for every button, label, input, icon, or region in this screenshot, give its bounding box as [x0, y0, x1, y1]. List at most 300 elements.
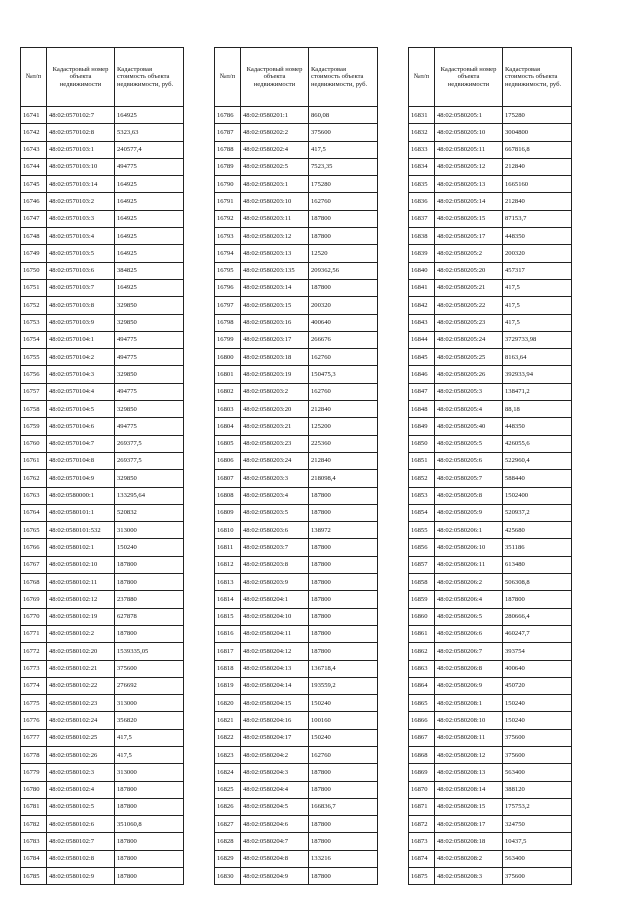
cadastral-number-cell: 48:02:0580205:22 [435, 297, 503, 314]
table-row [409, 574, 572, 591]
cadastral-number-cell: 48:02:0580204:9 [241, 868, 309, 885]
cadastral-cost-cell: 7523,35 [309, 158, 378, 175]
table-row [21, 279, 184, 296]
row-number-cell: 16784 [21, 850, 47, 867]
table-row [215, 695, 378, 712]
cadastral-cost-cell: 667816,8 [503, 141, 572, 158]
row-number-cell: 16804 [215, 418, 241, 435]
table-row [21, 798, 184, 815]
cadastral-number-cell: 48:02:0580203:12 [241, 228, 309, 245]
table-row [21, 539, 184, 556]
cadastral-number-cell: 48:02:0580102:8 [47, 850, 115, 867]
row-number-cell: 16766 [21, 539, 47, 556]
row-number-cell: 16836 [409, 193, 435, 210]
row-number-cell: 16742 [21, 124, 47, 141]
table-row [21, 349, 184, 366]
table-row [21, 746, 184, 763]
cadastral-cost-cell: 218098,4 [309, 470, 378, 487]
table-row [409, 470, 572, 487]
table-row [215, 245, 378, 262]
row-number-cell: 16756 [21, 366, 47, 383]
table-row [215, 574, 378, 591]
row-number-cell: 16791 [215, 193, 241, 210]
row-number-cell: 16794 [215, 245, 241, 262]
table-row [215, 643, 378, 660]
cadastral-number-cell: 48:02:0580205:7 [435, 470, 503, 487]
cadastral-number-cell: 48:02:0580203:24 [241, 452, 309, 469]
cadastral-number-cell: 48:02:0580202:5 [241, 158, 309, 175]
cadastral-cost-cell: 266676 [309, 331, 378, 348]
table-row [21, 833, 184, 850]
row-number-cell: 16857 [409, 556, 435, 573]
cadastral-number-cell: 48:02:0580208:13 [435, 764, 503, 781]
table-row [215, 591, 378, 608]
table-row [215, 677, 378, 694]
cadastral-number-cell: 48:02:0580206:6 [435, 625, 503, 642]
cadastral-cost-cell: 187800 [309, 574, 378, 591]
table-row [215, 124, 378, 141]
row-number-cell: 16750 [21, 262, 47, 279]
cadastral-number-cell: 48:02:0580204:1 [241, 591, 309, 608]
table-body [21, 107, 184, 885]
cadastral-cost-cell: 313000 [115, 695, 184, 712]
cadastral-cost-cell: 187800 [309, 608, 378, 625]
table-row [409, 262, 572, 279]
table-row [409, 695, 572, 712]
table-row [215, 833, 378, 850]
row-number-cell: 16793 [215, 228, 241, 245]
cadastral-cost-cell: 417,5 [115, 746, 184, 763]
row-number-cell: 16807 [215, 470, 241, 487]
cadastral-cost-cell: 138972 [309, 522, 378, 539]
cadastral-cost-cell: 522960,4 [503, 452, 572, 469]
table-row [409, 452, 572, 469]
cadastral-cost-cell: 187800 [115, 574, 184, 591]
row-number-cell: 16822 [215, 729, 241, 746]
table-row [215, 279, 378, 296]
cadastral-number-cell: 48:02:0580102:20 [47, 643, 115, 660]
cadastral-number-cell: 48:02:0580102:2 [47, 625, 115, 642]
table-row [409, 279, 572, 296]
row-number-cell: 16768 [21, 574, 47, 591]
cadastral-number-cell: 48:02:0580203:14 [241, 279, 309, 296]
table-row [21, 331, 184, 348]
cadastral-number-cell: 48:02:0580208:14 [435, 781, 503, 798]
cadastral-cost-cell: 375600 [309, 124, 378, 141]
cadastral-number-cell: 48:02:0580205:11 [435, 141, 503, 158]
cadastral-number-cell: 48:02:0580205:9 [435, 504, 503, 521]
table-body [215, 107, 378, 885]
cadastral-cost-cell: 164925 [115, 245, 184, 262]
row-number-cell: 16843 [409, 314, 435, 331]
row-number-cell: 16777 [21, 729, 47, 746]
row-number-cell: 16762 [21, 470, 47, 487]
cadastral-cost-cell: 5323,63 [115, 124, 184, 141]
cadastral-cost-cell: 1502400 [503, 487, 572, 504]
row-number-cell: 16866 [409, 712, 435, 729]
cadastral-number-cell: 48:02:0570104:1 [47, 331, 115, 348]
table-row [21, 245, 184, 262]
cadastral-number-cell: 48:02:0580204:6 [241, 816, 309, 833]
row-number-cell: 16797 [215, 297, 241, 314]
table-row [409, 608, 572, 625]
cadastral-cost-cell: 400640 [503, 660, 572, 677]
row-number-cell: 16787 [215, 124, 241, 141]
table-row [215, 314, 378, 331]
table-row [21, 643, 184, 660]
cadastral-number-cell: 48:02:0580203:135 [241, 262, 309, 279]
row-number-cell: 16823 [215, 746, 241, 763]
row-number-cell: 16842 [409, 297, 435, 314]
cadastral-cost-cell: 393754 [503, 643, 572, 660]
cadastral-number-cell: 48:02:0580203:13 [241, 245, 309, 262]
cadastral-cost-cell: 426055,6 [503, 435, 572, 452]
row-number-cell: 16863 [409, 660, 435, 677]
table-row [409, 591, 572, 608]
cadastral-number-cell: 48:02:0580205:14 [435, 193, 503, 210]
cadastral-number-cell: 48:02:0580203:15 [241, 297, 309, 314]
row-number-cell: 16814 [215, 591, 241, 608]
table-row [215, 452, 378, 469]
cadastral-cost-cell: 187800 [309, 833, 378, 850]
row-number-cell: 16760 [21, 435, 47, 452]
cadastral-number-cell: 48:02:0580206:2 [435, 574, 503, 591]
cadastral-number-cell: 48:02:0580203:17 [241, 331, 309, 348]
row-number-cell: 16781 [21, 798, 47, 815]
cadastral-number-cell: 48:02:0580101:1 [47, 504, 115, 521]
cadastral-cost-cell: 240577,4 [115, 141, 184, 158]
cadastral-cost-cell: 187800 [309, 868, 378, 885]
cadastral-cost-cell: 187800 [115, 868, 184, 885]
cadastral-cost-cell: 209362,56 [309, 262, 378, 279]
cadastral-cost-cell: 276692 [115, 677, 184, 694]
cadastral-cost-cell: 1539335,05 [115, 643, 184, 660]
cadastral-number-cell: 48:02:0580202:2 [241, 124, 309, 141]
cadastral-cost-cell: 175280 [503, 107, 572, 124]
cadastral-cost-cell: 175753,2 [503, 798, 572, 815]
cadastral-cost-cell: 187800 [115, 798, 184, 815]
cadastral-cost-cell: 375600 [503, 868, 572, 885]
cadastral-number-cell: 48:02:0580204:2 [241, 746, 309, 763]
cadastral-cost-cell: 187800 [309, 781, 378, 798]
cadastral-cost-cell: 494775 [115, 158, 184, 175]
cadastral-number-cell: 48:02:0580206:9 [435, 677, 503, 694]
cadastral-cost-cell: 187800 [309, 643, 378, 660]
table-row [21, 574, 184, 591]
row-number-cell: 16806 [215, 452, 241, 469]
cadastral-number-cell: 48:02:0580206:10 [435, 539, 503, 556]
cadastral-number-cell: 48:02:0580208:18 [435, 833, 503, 850]
cadastral-number-cell: 48:02:0580208:10 [435, 712, 503, 729]
row-number-cell: 16741 [21, 107, 47, 124]
cadastral-number-cell: 48:02:0580102:5 [47, 798, 115, 815]
cadastral-cost-cell: 187800 [309, 504, 378, 521]
cadastral-cost-cell: 87153,7 [503, 210, 572, 227]
table-body [409, 107, 572, 885]
cadastral-number-cell: 48:02:0580203:3 [241, 470, 309, 487]
cadastral-number-cell: 48:02:0580204:11 [241, 625, 309, 642]
table-row [409, 176, 572, 193]
cadastral-cost-cell: 150240 [115, 539, 184, 556]
cadastral-number-cell: 48:02:0580203:6 [241, 522, 309, 539]
table-row [409, 660, 572, 677]
table-row [409, 366, 572, 383]
table-row [21, 107, 184, 124]
cadastral-number-cell: 48:02:0570104:3 [47, 366, 115, 383]
cadastral-number-cell: 48:02:0580206:7 [435, 643, 503, 660]
table-row [215, 868, 378, 885]
cadastral-cost-cell: 506308,8 [503, 574, 572, 591]
row-number-cell: 16860 [409, 608, 435, 625]
cadastral-number-cell: 48:02:0580102:19 [47, 608, 115, 625]
row-number-cell: 16855 [409, 522, 435, 539]
table-row [21, 193, 184, 210]
cadastral-cost-cell: 269377,5 [115, 435, 184, 452]
cadastral-number-cell: 48:02:0580102:26 [47, 746, 115, 763]
row-number-cell: 16841 [409, 279, 435, 296]
table-row [215, 625, 378, 642]
row-number-cell: 16828 [215, 833, 241, 850]
table-row [215, 383, 378, 400]
table-row [21, 850, 184, 867]
row-number-cell: 16847 [409, 383, 435, 400]
cadastral-number-cell: 48:02:0580203:23 [241, 435, 309, 452]
row-number-cell: 16780 [21, 781, 47, 798]
table-row [21, 418, 184, 435]
cadastral-number-cell: 48:02:0580206:11 [435, 556, 503, 573]
cadastral-cost-cell: 860,08 [309, 107, 378, 124]
row-number-cell: 16810 [215, 522, 241, 539]
cadastral-number-cell: 48:02:0580208:15 [435, 798, 503, 815]
row-number-cell: 16870 [409, 781, 435, 798]
cadastral-number-cell: 48:02:0580205:1 [435, 107, 503, 124]
table-row [409, 868, 572, 885]
cadastral-cost-cell: 417,5 [503, 279, 572, 296]
cadastral-number-cell: 48:02:0580204:13 [241, 660, 309, 677]
table-row [21, 764, 184, 781]
row-number-cell: 16854 [409, 504, 435, 521]
cadastral-number-cell: 48:02:0580204:3 [241, 764, 309, 781]
row-number-cell: 16867 [409, 729, 435, 746]
table-row [215, 193, 378, 210]
table-row [21, 677, 184, 694]
cadastral-number-cell: 48:02:0580102:3 [47, 764, 115, 781]
row-number-cell: 16767 [21, 556, 47, 573]
cadastral-number-cell: 48:02:0580000:1 [47, 487, 115, 504]
cadastral-cost-cell: 166836,7 [309, 798, 378, 815]
row-number-cell: 16819 [215, 677, 241, 694]
cadastral-number-cell: 48:02:0580205:4 [435, 401, 503, 418]
table-row [215, 297, 378, 314]
cadastral-number-cell: 48:02:0580205:21 [435, 279, 503, 296]
cadastral-number-cell: 48:02:0580204:8 [241, 850, 309, 867]
cadastral-cost-cell: 187800 [309, 487, 378, 504]
row-number-cell: 16858 [409, 574, 435, 591]
cadastral-cost-cell: 12520 [309, 245, 378, 262]
cadastral-cost-cell: 187800 [115, 850, 184, 867]
header-cadastral-number: Кадастровый номер объекта недвижимости [435, 48, 503, 107]
cadastral-cost-cell: 417,5 [503, 297, 572, 314]
cadastral-cost-cell: 212840 [503, 193, 572, 210]
table-row [215, 781, 378, 798]
table-row [215, 435, 378, 452]
cadastral-cost-cell: 494775 [115, 418, 184, 435]
header-row-number: №п/п [409, 48, 435, 107]
table-row [409, 712, 572, 729]
row-number-cell: 16770 [21, 608, 47, 625]
cadastral-number-cell: 48:02:0570103:6 [47, 262, 115, 279]
row-number-cell: 16772 [21, 643, 47, 660]
row-number-cell: 16872 [409, 816, 435, 833]
cadastral-number-cell: 48:02:0570103:8 [47, 297, 115, 314]
cadastral-number-cell: 48:02:0580204:15 [241, 695, 309, 712]
row-number-cell: 16825 [215, 781, 241, 798]
table-row [409, 228, 572, 245]
cadastral-number-cell: 48:02:0570103:5 [47, 245, 115, 262]
cadastral-number-cell: 48:02:0570102:8 [47, 124, 115, 141]
cadastral-cost-cell: 313000 [115, 522, 184, 539]
table-row [215, 158, 378, 175]
cadastral-number-cell: 48:02:0580203:8 [241, 556, 309, 573]
table-row [21, 816, 184, 833]
row-number-cell: 16861 [409, 625, 435, 642]
cadastral-number-cell: 48:02:0580203:7 [241, 539, 309, 556]
row-number-cell: 16746 [21, 193, 47, 210]
cadastral-cost-cell: 392933,94 [503, 366, 572, 383]
table-row [409, 107, 572, 124]
cadastral-cost-cell: 563400 [503, 850, 572, 867]
cadastral-cost-cell: 375600 [115, 660, 184, 677]
row-number-cell: 16790 [215, 176, 241, 193]
table-row [21, 452, 184, 469]
cadastral-cost-cell: 384825 [115, 262, 184, 279]
row-number-cell: 16832 [409, 124, 435, 141]
cadastral-number-cell: 48:02:0580206:5 [435, 608, 503, 625]
table-row [21, 435, 184, 452]
cadastral-cost-cell: 164925 [115, 107, 184, 124]
row-number-cell: 16757 [21, 383, 47, 400]
table-row [21, 591, 184, 608]
cadastral-number-cell: 48:02:0580204:14 [241, 677, 309, 694]
header-cadastral-number: Кадастровый номер объекта недвижимости [241, 48, 309, 107]
cadastral-cost-cell: 329850 [115, 297, 184, 314]
cadastral-cost-cell: 150240 [309, 729, 378, 746]
cadastral-cost-cell: 187800 [309, 764, 378, 781]
row-number-cell: 16769 [21, 591, 47, 608]
table-row [21, 487, 184, 504]
cadastral-cost-cell: 329850 [115, 401, 184, 418]
cadastral-number-cell: 48:02:0580203:5 [241, 504, 309, 521]
cadastral-cost-cell: 417,5 [309, 141, 378, 158]
cadastral-number-cell: 48:02:0580203:16 [241, 314, 309, 331]
table-row [21, 868, 184, 885]
cadastral-number-cell: 48:02:0580204:5 [241, 798, 309, 815]
table-row [409, 781, 572, 798]
row-number-cell: 16761 [21, 452, 47, 469]
table-row [409, 487, 572, 504]
row-number-cell: 16868 [409, 746, 435, 763]
table-row [215, 262, 378, 279]
table-row [409, 625, 572, 642]
table-row [21, 729, 184, 746]
cadastral-number-cell: 48:02:0580102:12 [47, 591, 115, 608]
row-number-cell: 16850 [409, 435, 435, 452]
header-row-number: №п/п [21, 48, 47, 107]
table-row [409, 401, 572, 418]
cadastral-cost-cell: 150240 [503, 695, 572, 712]
table-row [409, 193, 572, 210]
table-row [409, 349, 572, 366]
row-number-cell: 16846 [409, 366, 435, 383]
table-row [215, 366, 378, 383]
cadastral-cost-cell: 200320 [503, 245, 572, 262]
cadastral-cost-cell: 187800 [309, 625, 378, 642]
table-row [409, 522, 572, 539]
cadastral-cost-cell: 162760 [309, 746, 378, 763]
cadastral-number-cell: 48:02:0580102:4 [47, 781, 115, 798]
row-number-cell: 16792 [215, 210, 241, 227]
row-number-cell: 16755 [21, 349, 47, 366]
cadastral-cost-cell: 3729733,98 [503, 331, 572, 348]
table-row [21, 470, 184, 487]
cadastral-number-cell: 48:02:0580205:6 [435, 452, 503, 469]
cadastral-cost-cell: 150240 [503, 712, 572, 729]
row-number-cell: 16859 [409, 591, 435, 608]
header-cadastral-number: Кадастровый номер объекта недвижимости [47, 48, 115, 107]
cadastral-cost-cell: 187800 [115, 833, 184, 850]
cadastral-cost-cell: 125200 [309, 418, 378, 435]
table-row [409, 539, 572, 556]
table-row [215, 331, 378, 348]
table-row [215, 539, 378, 556]
cadastral-cost-cell: 494775 [115, 349, 184, 366]
cadastral-number-cell: 48:02:0580102:21 [47, 660, 115, 677]
table-row [409, 158, 572, 175]
table-row [21, 314, 184, 331]
row-number-cell: 16824 [215, 764, 241, 781]
row-number-cell: 16751 [21, 279, 47, 296]
table-row [409, 746, 572, 763]
table-row [215, 729, 378, 746]
cadastral-cost-cell: 164925 [115, 279, 184, 296]
row-number-cell: 16801 [215, 366, 241, 383]
cadastral-number-cell: 48:02:0580205:40 [435, 418, 503, 435]
row-number-cell: 16743 [21, 141, 47, 158]
table-row [409, 418, 572, 435]
cadastral-number-cell: 48:02:0580203:20 [241, 401, 309, 418]
table-row [21, 262, 184, 279]
row-number-cell: 16829 [215, 850, 241, 867]
table-row [21, 297, 184, 314]
table-header-row [21, 48, 184, 107]
row-number-cell: 16752 [21, 297, 47, 314]
cadastral-number-cell: 48:02:0580204:10 [241, 608, 309, 625]
cadastral-cost-cell: 187800 [309, 539, 378, 556]
cadastral-cost-cell: 200320 [309, 297, 378, 314]
cadastral-cost-cell: 187800 [309, 210, 378, 227]
cadastral-number-cell: 48:02:0580208:11 [435, 729, 503, 746]
table-row [215, 746, 378, 763]
cadastral-cost-cell: 133295,64 [115, 487, 184, 504]
row-number-cell: 16775 [21, 695, 47, 712]
row-number-cell: 16852 [409, 470, 435, 487]
table-row [215, 210, 378, 227]
row-number-cell: 16871 [409, 798, 435, 815]
row-number-cell: 16827 [215, 816, 241, 833]
cadastral-cost-cell: 187800 [115, 556, 184, 573]
table-row [215, 798, 378, 815]
table-row [215, 176, 378, 193]
